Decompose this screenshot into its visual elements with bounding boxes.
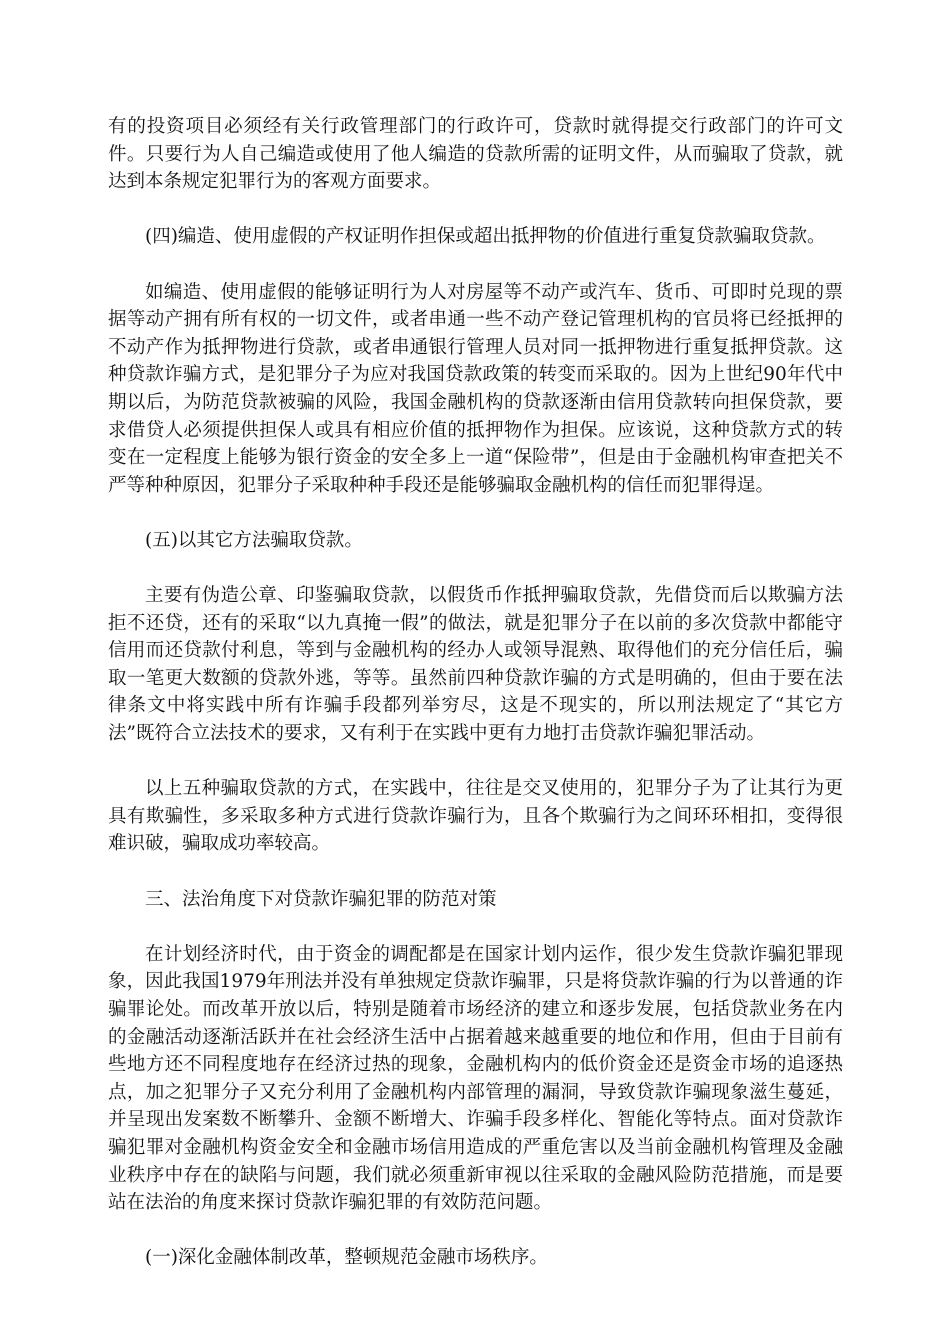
subheading-method-5: (五)以其它方法骗取贷款。 <box>145 529 363 551</box>
subheading-method-4: (四)编造、使用虚假的产权证明作担保或超出抵押物的价值进行重复贷款骗取贷款。 <box>145 226 826 248</box>
paragraph-method-4-detail: 如编造、使用虚假的能够证明行为人对房屋等不动产或汽车、货币、可即时兑现的票据等动产拥有所有权的一切文件，或者串通一些不动产登记管理机构的官员将已经抵押的不动产作为抵押物进行贷款，或者串通银行管理人员对同一抵押物进行重复抵押贷款。这种贷款诈骗方式，是犯罪分子为应对我国贷款政策的转变而采取的。因为上世纪90年代中期以后，为防范贷款被骗的风险，我国金融机构的贷款逐渐由信用贷款转向担保贷款，要求借贷人必须提供担保人或具有相应价值的抵押物作为担保。应该说，这种贷款方式的转变在一定程度上能够为银行资金的安全多上一道“保险带”，但是由于金融机构审查把关不严等种种原因，犯罪分子采取种种手段还是能够骗取金融机构的信任而犯罪得逞。 <box>108 281 843 496</box>
paragraph-method-5-detail: 主要有伪造公章、印鉴骗取贷款，以假货币作抵押骗取贷款，先借贷而后以欺骗方法拒不还贷，还有的采取“以九真掩一假”的做法，就是犯罪分子在以前的多次贷款中都能守信用而还贷款付利息，等到与金融机构的经办人或领导混熟、取得他们的充分信任后，骗取一笔更大数额的贷款外逃，等等。虽然前四种贷款诈骗的方式是明确的，但由于要在法律条文中将实践中所有诈骗手段都列举穷尽，这是不现实的，所以刑法规定了“其它方法”既符合立法技术的要求，又有利于在实践中更有力地打击贷款诈骗犯罪活动。 <box>108 585 843 745</box>
subheading-countermeasure-1: (一)深化金融体制改革，整顿规范金融市场秩序。 <box>145 1247 548 1269</box>
paragraph-section-3-intro: 在计划经济时代，由于资金的调配都是在国家计划内运作，很少发生贷款诈骗犯罪现象，因此我国1979年刑法并没有单独规定贷款诈骗罪，只是将贷款诈骗的行为以普通的诈骗罪论处。而改革开放以后，特别是随着市场经济的建立和逐步发展，包括贷款业务在内的金融活动逐渐活跃并在社会经济生活中占据着越来越重要的地位和作用，但由于目前有些地方还不同程度地存在经济过热的现象，金融机构内的低价资金还是资金市场的追逐热点，加之犯罪分子又充分利用了金融机构内部管理的漏洞，导致贷款诈骗现象滋生蔓延，并呈现出发案数不断攀升、金额不断增大、诈骗手段多样化、智能化等特点。面对贷款诈骗犯罪对金融机构资金安全和金融市场信用造成的严重危害以及当前金融机构管理及金融业秩序中存在的缺陷与问题，我们就必须重新审视以往采取的金融风险防范措施，而是要站在法治的角度来探讨贷款诈骗犯罪的有效防范问题。 <box>108 943 843 1214</box>
section-heading-3: 三、法治角度下对贷款诈骗犯罪的防范对策 <box>145 888 497 910</box>
paragraph-continuation: 有的投资项目必须经有关行政管理部门的行政许可，贷款时就得提交行政部门的许可文件。只要行为人自己编造或使用了他人编造的贷款所需的证明文件，从而骗取了贷款，就达到本条规定犯罪行为的客观方面要求。 <box>108 116 843 193</box>
paragraph-summary: 以上五种骗取贷款的方式，在实践中，往往是交叉使用的，犯罪分子为了让其行为更具有欺骗性，多采取多种方式进行贷款诈骗行为，且各个欺骗行为之间环环相扣，变得很难识破，骗取成功率较高。 <box>108 778 843 855</box>
document-body <box>108 113 843 1300</box>
